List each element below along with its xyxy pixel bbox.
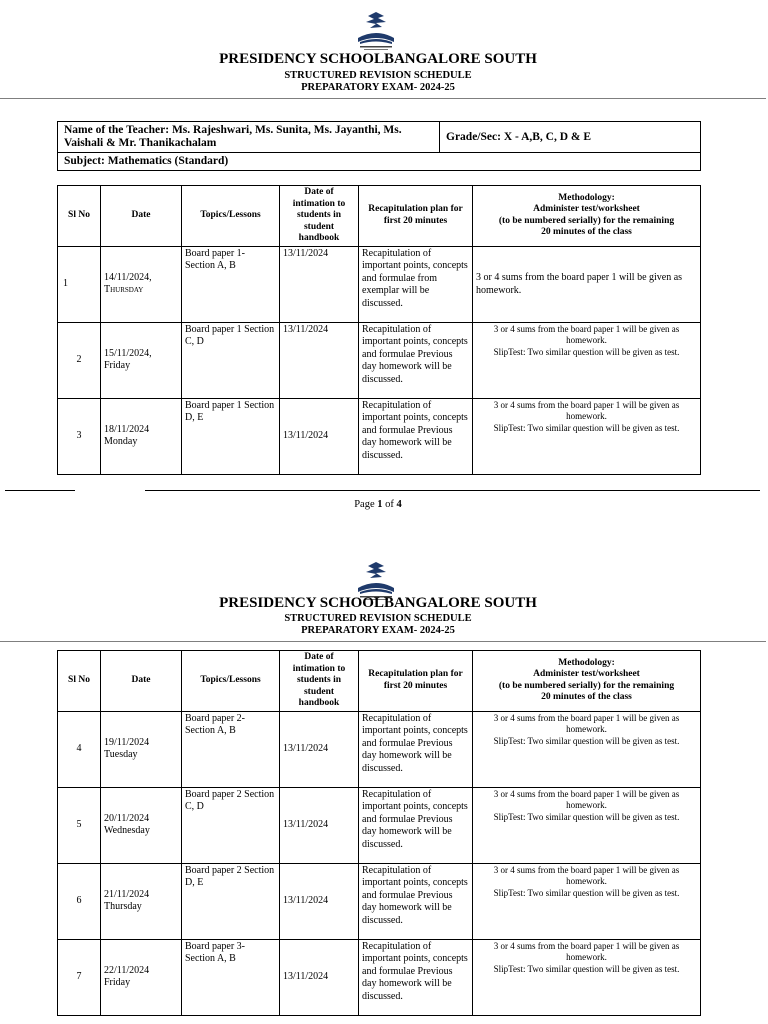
row-sl: 6 (58, 863, 101, 939)
table-row (58, 246, 701, 322)
header-divider (0, 641, 766, 642)
info-table (57, 121, 701, 171)
row-methodology: 3 or 4 sums from the board paper 1 will be given as homework. (473, 246, 701, 322)
col-topics: Topics/Lessons (182, 651, 280, 712)
table-row (58, 863, 701, 939)
school-name: PRESIDENCY SCHOOLBANGALORE SOUTH (219, 51, 537, 67)
col-date: Date (101, 186, 182, 247)
table-row (58, 787, 701, 863)
row-date: 18/11/2024 Monday (101, 398, 182, 474)
row-recap: Recapitulation of important points, concepts and formulae Previous day homework will be discussed. (359, 322, 473, 398)
table-row (58, 398, 701, 474)
col-sl: Sl No (58, 651, 101, 712)
col-date: Date (101, 651, 182, 712)
row-sl: 2 (58, 322, 101, 398)
row-recap: Recapitulation of important points, concepts and formulae Previous day homework will be discussed. (359, 787, 473, 863)
row-intimation: 13/11/2024 (280, 246, 359, 322)
row-recap: Recapitulation of important points, concepts and formulae from exemplar will be discussed. (359, 246, 473, 322)
col-intimation: Date of intimation to students in student handbook (280, 651, 359, 712)
page-number: Page 1 of 4 (354, 499, 402, 510)
teacher-cell: Name of the Teacher: Ms. Rajeshwari, Ms. Sunita, Ms. Jayanthi, Ms. Vaishali & Mr. Thanikachalam (58, 122, 440, 153)
row-date: 19/11/2024 Tuesday (101, 711, 182, 787)
schedule-table-2 (57, 650, 701, 1016)
row-intimation: 13/11/2024 (280, 711, 359, 787)
row-date: 14/11/2024, Thursday (101, 246, 182, 322)
row-intimation: 13/11/2024 (280, 787, 359, 863)
header-divider (0, 98, 766, 99)
school-name: PRESIDENCY SCHOOLBANGALORE SOUTH (219, 595, 537, 611)
row-sl: 5 (58, 787, 101, 863)
row-methodology: 3 or 4 sums from the board paper 1 will be given as homework. SlipTest: Two similar question will be given as test. (473, 322, 701, 398)
row-intimation: 13/11/2024 (280, 939, 359, 1015)
table-header-row (58, 651, 701, 712)
row-topic: Board paper 2 Section D, E (182, 863, 280, 939)
table-header-row (58, 186, 701, 247)
row-recap: Recapitulation of important points, concepts and formulae Previous day homework will be discussed. (359, 939, 473, 1015)
col-recap: Recapitulation plan for first 20 minutes (359, 651, 473, 712)
row-recap: Recapitulation of important points, concepts and formulae Previous day homework will be discussed. (359, 398, 473, 474)
row-sl: 1 (58, 246, 101, 322)
row-methodology: 3 or 4 sums from the board paper 1 will be given as homework. SlipTest: Two similar question will be given as test. (473, 863, 701, 939)
row-topic: Board paper 1- Section A, B (182, 246, 280, 322)
row-intimation: 13/11/2024 (280, 322, 359, 398)
table-row (58, 711, 701, 787)
row-methodology: 3 or 4 sums from the board paper 1 will be given as homework. SlipTest: Two similar question will be given as test. (473, 939, 701, 1015)
row-date: 20/11/2024 Wednesday (101, 787, 182, 863)
school-logo-icon (354, 10, 398, 52)
footer-rule (5, 490, 75, 491)
row-sl: 3 (58, 398, 101, 474)
schedule-title: STRUCTURED REVISION SCHEDULE (284, 70, 472, 81)
schedule-title: STRUCTURED REVISION SCHEDULE (284, 613, 472, 624)
row-sl: 7 (58, 939, 101, 1015)
col-methodology: Methodology: Administer test/worksheet (to be numbered serially) for the remaining 20 minutes of the class (473, 651, 701, 712)
col-recap: Recapitulation plan for first 20 minutes (359, 186, 473, 247)
row-topic: Board paper 1 Section D, E (182, 398, 280, 474)
row-topic: Board paper 2- Section A, B (182, 711, 280, 787)
row-intimation: 13/11/2024 (280, 398, 359, 474)
col-sl: Sl No (58, 186, 101, 247)
row-sl: 4 (58, 711, 101, 787)
page-2 (0, 560, 768, 1024)
table-row (58, 322, 701, 398)
subject-cell: Subject: Mathematics (Standard) (58, 153, 701, 171)
col-topics: Topics/Lessons (182, 186, 280, 247)
row-methodology: 3 or 4 sums from the board paper 1 will be given as homework. SlipTest: Two similar question will be given as test. (473, 398, 701, 474)
row-recap: Recapitulation of important points, concepts and formulae Previous day homework will be discussed. (359, 863, 473, 939)
row-topic: Board paper 2 Section C, D (182, 787, 280, 863)
row-recap: Recapitulation of important points, concepts and formulae Previous day homework will be discussed. (359, 711, 473, 787)
row-intimation: 13/11/2024 (280, 863, 359, 939)
col-intimation: Date of intimation to students in student handbook (280, 186, 359, 247)
exam-title: PREPARATORY EXAM- 2024-25 (301, 82, 455, 93)
row-methodology: 3 or 4 sums from the board paper 1 will be given as homework. SlipTest: Two similar question will be given as test. (473, 711, 701, 787)
row-topic: Board paper 1 Section C, D (182, 322, 280, 398)
table-row (58, 939, 701, 1015)
row-date: 22/11/2024 Friday (101, 939, 182, 1015)
grade-cell: Grade/Sec: X - A,B, C, D & E (440, 122, 701, 153)
row-date: 15/11/2024, Friday (101, 322, 182, 398)
row-date: 21/11/2024 Thursday (101, 863, 182, 939)
exam-title: PREPARATORY EXAM- 2024-25 (301, 625, 455, 636)
row-methodology: 3 or 4 sums from the board paper 1 will be given as homework. SlipTest: Two similar question will be given as test. (473, 787, 701, 863)
col-methodology: Methodology: Administer test/worksheet (to be numbered serially) for the remaining 20 minutes of the class (473, 186, 701, 247)
schedule-table-1 (57, 185, 701, 475)
row-topic: Board paper 3- Section A, B (182, 939, 280, 1015)
footer-rule (145, 490, 760, 491)
